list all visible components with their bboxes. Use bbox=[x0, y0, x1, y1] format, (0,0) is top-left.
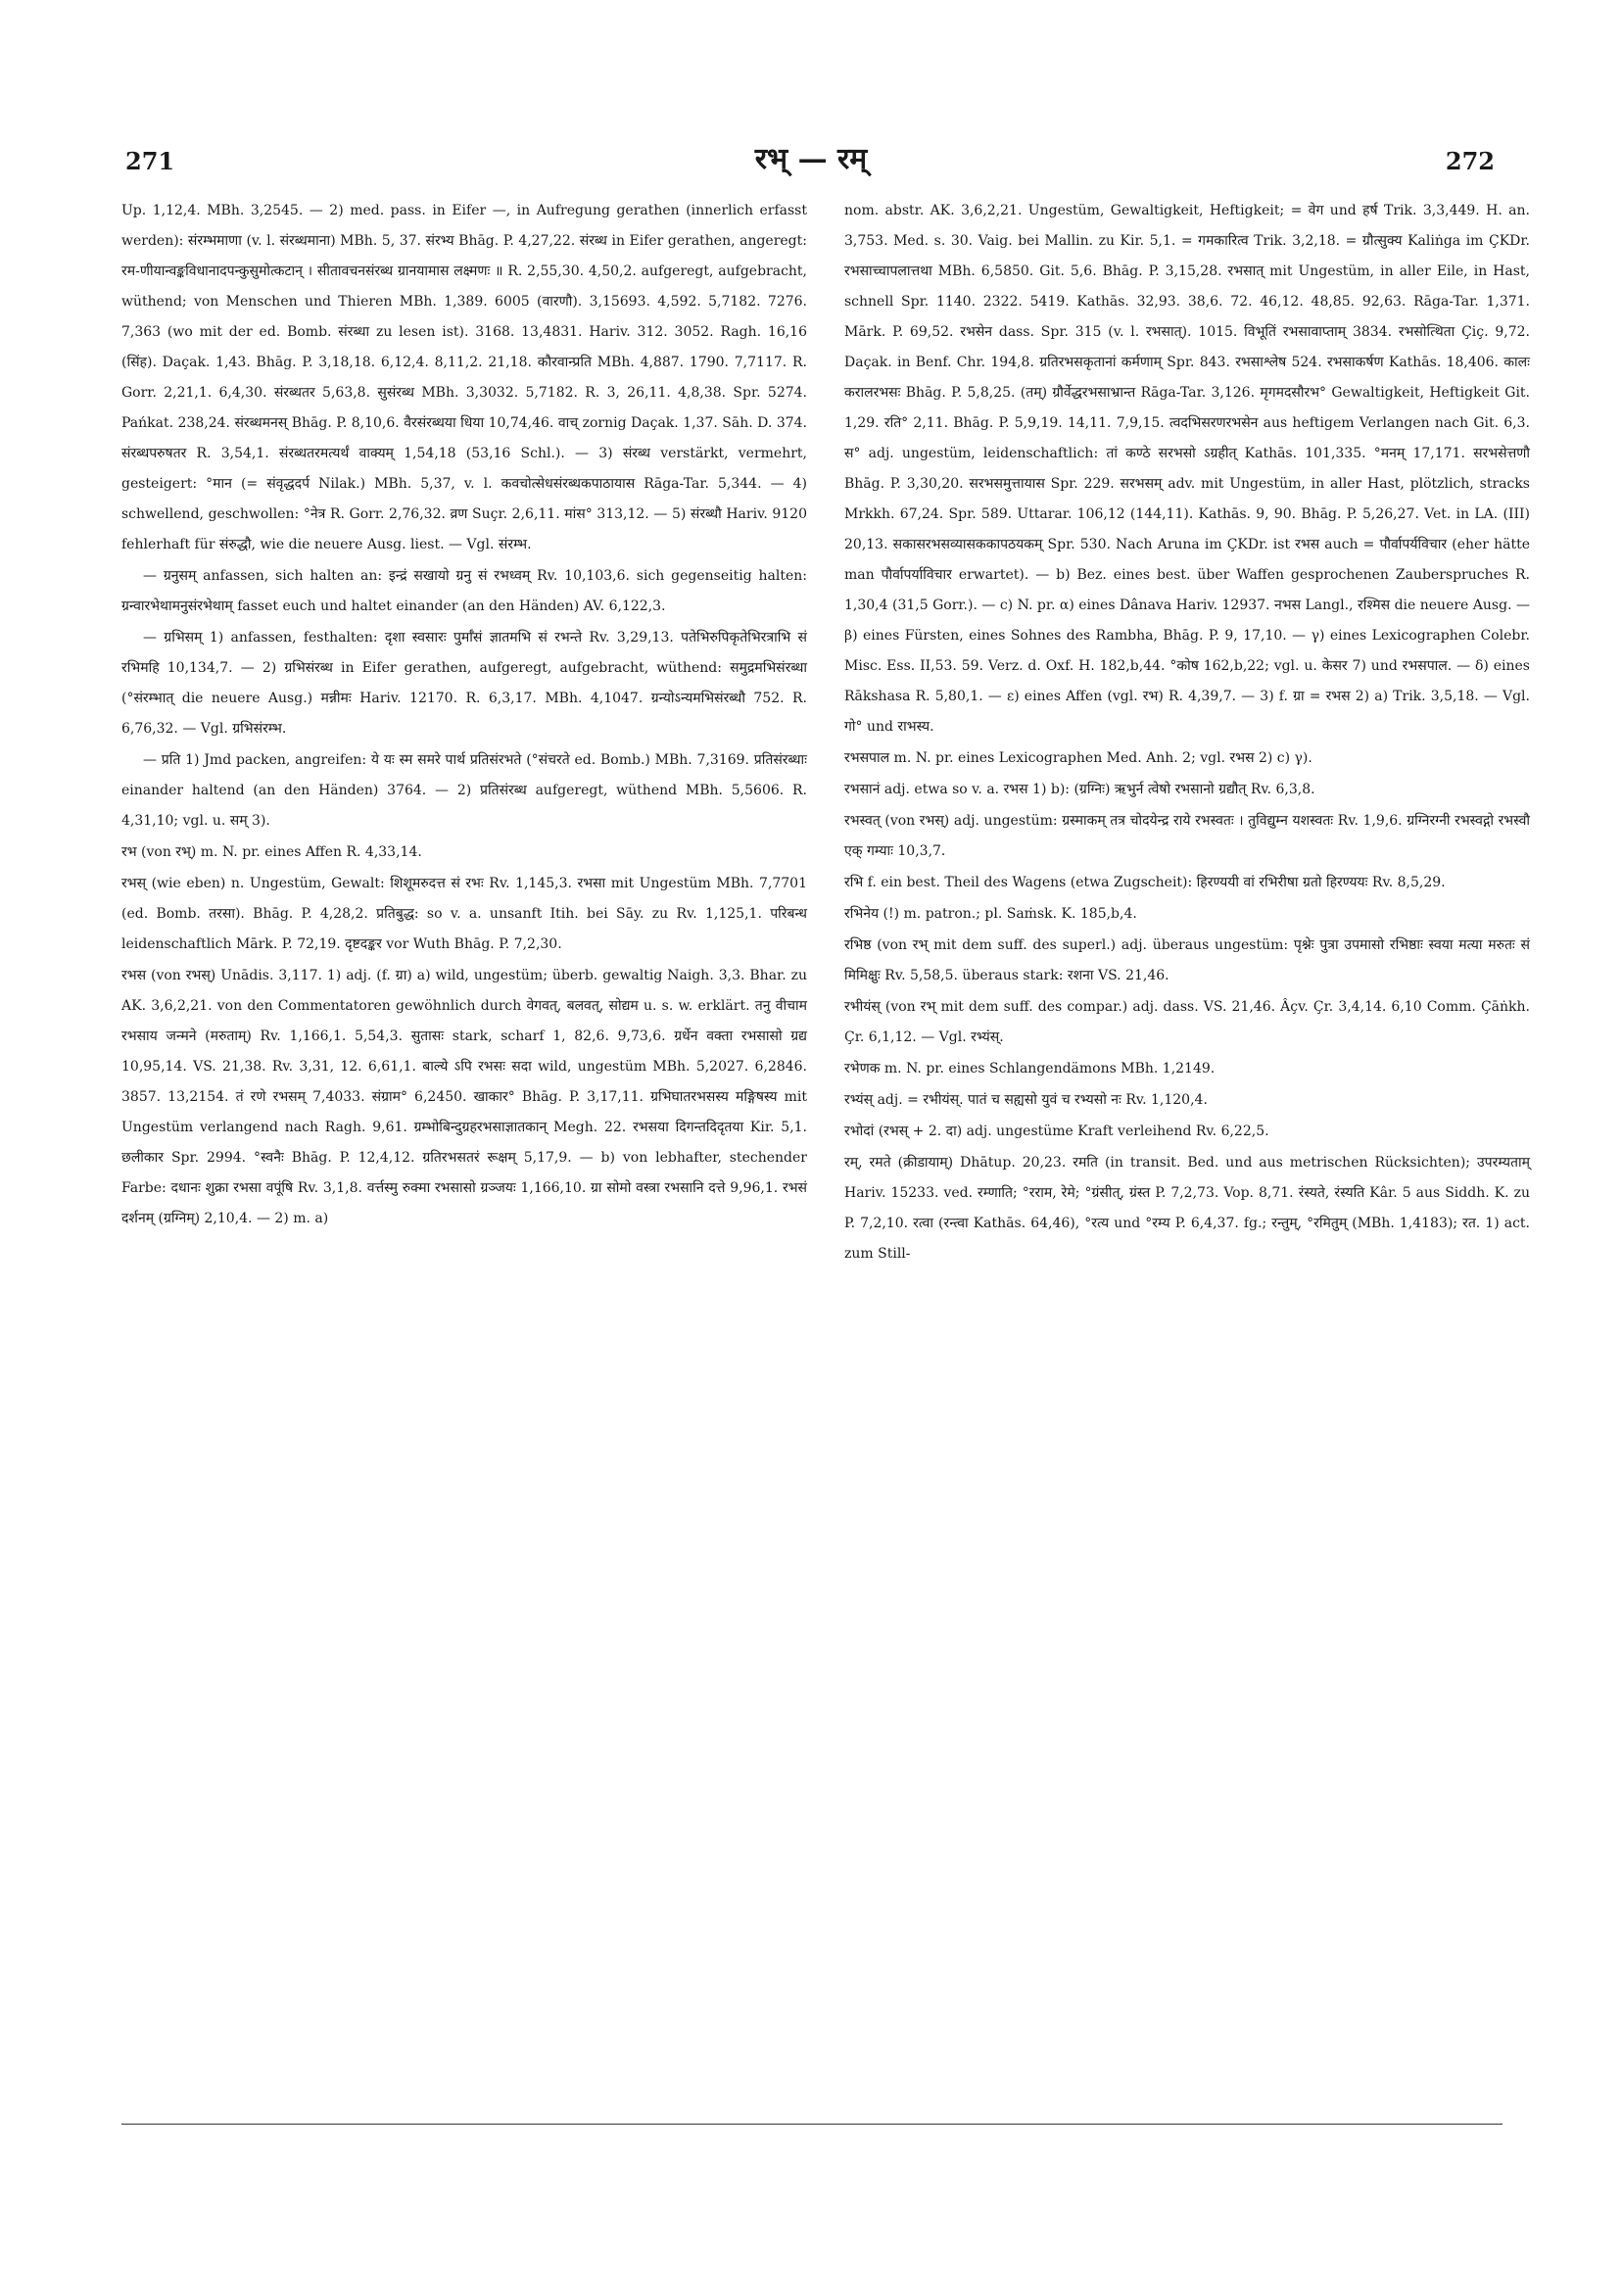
entry-paragraph: रभिष्ठ (von रभ् mit dem suff. des superl.) adj. überaus ungestüm: पृश्नेः पुत्रा उपमासो रभिष्ठाः स्वया मत्या मरुतः सं मिमिक्षुः Rv. 5,58,5. überaus stark: रशना VS. 21,46. bbox=[844, 937, 1530, 983]
entry-paragraph: Up. 1,12,4. MBh. 3,2545. — 2) med. pass. in Eifer —, in Aufregung gerathen (innerlich erfasst werden): संरम्भमाणा (v. l. संरब्धमाना) MBh. 5, 37. संरभ्य Bhāg. P. 4,27,22. संरब्ध in Eifer gerathen, angeregt: रम-णीयान्वङ्कविधानादपन्कुसुमोत्कटान् । सीतावचनसंरब्ध ग्रानयामास लक्ष्मणः ॥ R. 2,55,30. 4,50,2. aufgeregt, aufgebracht, wüthend; von Menschen und Thieren MBh. 1,389. 6005 (वारणौ). 3,15693. 4,592. 5,7182. 7276. 7,363 (wo mit der ed. Bomb. संरब्धा zu lesen ist). 3168. 13,4831. Hariv. 312. 3052. Ragh. 16,16 (सिंह). Daçak. 1,43. Bhāg. P. 3,18,18. 6,12,4. 8,11,2. 21,18. कौरवान्प्रति MBh. 4,887. 1790. 7,7117. R. Gorr. 2,21,1. 6,4,30. संरब्धतर 5,63,8. सुसंरब्ध MBh. 3,3032. 5,7182. R. 3, 26,11. 4,8,38. Spr. 5274. Pańkat. 238,24. संरब्धमनस् Bhāg. P. 8,10,6. वैरसंरब्धया धिया 10,74,46. वाच् zornig Daçak. 1,37. Sāh. D. 374. संरब्धपरुषतर R. 3,54,1. संरब्धतरमत्यर्थं वाक्यम् 1,54,18 (53,16 Schl.). — 3) संरब्ध verstärkt, vermehrt, gesteigert: °मान (= संवृद्धदर्प Nilak.) MBh. 5,37, v. l. कवचोत्सेधसंरब्धकपाठायास Rāga-Tar. 5,344. — 4) schwellend, geschwollen: °नेत्र R. Gorr. 2,76,32. व्रण Suçr. 2,6,11. मांस° 313,12. — 5) संरब्धौ Hariv. 9120 fehlerhaft für संरुद्धौ, wie die neuere Ausg. liest. — Vgl. संरम्भ. bbox=[121, 203, 807, 552]
entry-paragraph: — प्रति 1) Jmd packen, angreifen: ये यः स्म समरे पार्थ प्रतिसंरभते (°संचरते ed. Bomb.) MBh. 7,3169. प्रतिसंरब्धाः einander haltend (an den Händen) 3764. — 2) प्रतिसंरब्ध aufgeregt, wüthend MBh. 5,5606. R. 4,31,10; vgl. u. सम् 3). bbox=[121, 752, 807, 829]
page-number-left: 271 bbox=[125, 147, 175, 175]
running-head: रभ् — रम् bbox=[754, 142, 868, 176]
entry-paragraph: रभसपाल m. N. pr. eines Lexicographen Med. Anh. 2; vgl. रभस 2) c) γ). bbox=[844, 750, 1312, 766]
entry-paragraph: रभोदां (रभस् + 2. दा) adj. ungestüme Kraft verleihend Rv. 6,22,5. bbox=[844, 1124, 1269, 1139]
entry-paragraph: रभ्यंस् adj. = रभीयंस्. पातं च सह्यसो युवं च रभ्यसो नः Rv. 1,120,4. bbox=[844, 1092, 1208, 1108]
right-column bbox=[844, 196, 1530, 1270]
page-number-right: 272 bbox=[1445, 147, 1495, 175]
entry-paragraph: रभेणक m. N. pr. eines Schlangendämons MBh. 1,2149. bbox=[844, 1061, 1216, 1076]
entry-paragraph: — ग्रनुसम् anfassen, sich halten an: इन्द्रं सखायो ग्रनु सं रभध्वम् Rv. 10,103,6. sich gegenseitig halten: ग्रन्वारभेथामनुसंरभेथाम् fasset euch und haltet einander (an den Händen) AV. 6,122,3. bbox=[121, 568, 807, 614]
entry-paragraph: — ग्रभिसम् 1) anfassen, festhalten: दृशा स्वसारः पुर्माँसं ज्ञातमभि सं रभन्ते Rv. 3,29,13. पतेभिरुपिकृतेभिरत्राभि सं रभिमहि 10,134,7. — 2) ग्रभिसंरब्ध in Eifer gerathen, aufgeregt, aufgebracht, wüthend: समुद्रमभिसंरब्धा (°संरम्भात् die neuere Ausg.) मन्नीमः Hariv. 12170. R. 6,3,17. MBh. 4,1047. ग्रन्योऽन्यमभिसंरब्धौ 752. R. 6,76,32. — Vgl. ग्रभिसंरम्भ. bbox=[121, 630, 807, 737]
entry-paragraph: nom. abstr. AK. 3,6,2,21. Ungestüm, Gewaltigkeit, Heftigkeit; = वेग und हर्ष Trik. 3,3,449. H. an. 3,753. Med. s. 30. Vaig. bei Mallin. zu Kir. 5,1. = गमकारित्व Trik. 3,2,18. = ग्रौत्सुक्य Kaliṅga im ÇKDr. रभसाच्चापलात्तथा MBh. 6,5850. Git. 5,6. Bhāg. P. 3,15,28. रभसात् mit Ungestüm, in aller Eile, in Hast, schnell Spr. 1140. 2322. 5419. Kathās. 32,93. 38,6. 72. 46,12. 48,85. 92,63. Rāga-Tar. 1,371. Mārk. P. 69,52. रभसेन dass. Spr. 315 (v. l. रभसात्). 1015. विभूतिं रभसावाप्ताम् 3834. रभसोत्थिता Çiç. 9,72. Daçak. in Benf. Chr. 194,8. ग्रतिरभसकृतानां कर्मणाम् Spr. 843. रभसाश्लेष 524. रभसाकर्षण Kathās. 18,406. कालः करालरभसः Bhāg. P. 5,8,25. (तम्) ग्रौर्वेद्धरभसाभ्रान्त Rāga-Tar. 3,126. मृगमदसौरभ° Gewaltigkeit, Heftigkeit Git. 1,29. रति° 2,11. Bhāg. P. 5,9,19. 14,11. 7,9,15. त्वदभिसरणरभसेन aus heftigem Verlangen nach Git. 6,3. स° adj. ungestüm, leidenschaftlich: तां कण्ठे सरभसो ऽग्रहीत् Kathās. 101,335. °मनम् 17,171. सरभसेत्तणौ Bhāg. P. 3,30,20. सरभसमुत्तायास Spr. 229. सरभसम् adv. mit Ungestüm, in aller Hast, plötzlich, stracks Mrkkh. 67,24. Spr. 589. Uttarar. 106,12 (144,11). Kathās. 9, 90. Bhāg. P. 5,26,27. Vet. in LA. (III) 20,13. सकासरभसव्यासककापठयकम् Spr. 530. Nach Aruna im ÇKDr. ist रभस auch = पौर्वापर्यविचार (eher hätte man पौर्वापर्याविचार erwartet). — b) Bez. eines best. über Waffen gesprochenen Zauberspruches R. 1,30,4 (31,5 Gorr.). — c) N. pr. α) eines Dânava Hariv. 12937. नभस Langl., रश्मिस die neuere Ausg. — β) eines Fürsten, eines Sohnes des Rambha, Bhāg. P. 9, 17,10. — γ) eines Lexicographen Colebr. Misc. Ess. II,53. 59. Verz. d. Oxf. H. 182,b,44. °कोष 162,b,22; vgl. u. केसर 7) und रभसपाल. — δ) eines Rākshasa R. 5,80,1. — ε) eines Affen (vgl. रभ) R. 4,39,7. — 3) f. ग्रा = रभस 2) a) Trik. 3,5,18. — Vgl. गो° und राभस्य. bbox=[844, 203, 1530, 735]
entry-paragraph: रभि f. ein best. Theil des Wagens (etwa Zugscheit): हिरण्ययी वां रभिरीषा ग्रतो हिरण्ययः Rv. 8,5,29. bbox=[844, 875, 1446, 890]
entry-paragraph: रभस् (wie eben) n. Ungestüm, Gewalt: शिशूमरुदत्त सं रभः Rv. 1,145,3. रभसा mit Ungestüm MBh. 7,7701 (ed. Bomb. तरसा). Bhāg. P. 4,28,2. प्रतिबुद्ध: so v. a. unsanft Itih. bei Sāy. zu Rv. 1,125,1. परिबन्ध leidenschaftlich Mārk. P. 72,19. दृष्टदङ्कर vor Wuth Bhāg. P. 7,2,30. bbox=[121, 876, 807, 952]
entry-paragraph: रभस (von रभस्) Unādis. 3,117. 1) adj. (f. ग्रा) a) wild, ungestüm; überb. gewaltig Naigh. 3,3. Bhar. zu AK. 3,6,2,21. von den Commentatoren gewöhnlich durch वेगवत्, बलवत्, सोद्यम u. s. w. erklärt. तनु वीचाम रभसाय जन्मने (मरुताम्) Rv. 1,166,1. 5,54,3. सुतासः stark, scharf 1, 82,6. 9,73,6. ग्रर्धेन वक्ता रभसासो ग्रद्य 10,95,14. VS. 21,38. Rv. 3,31, 12. 6,61,1. बाल्ये ऽपि रभसः सदा wild, ungestüm MBh. 5,2027. 6,2846. 3857. 13,2154. तं रणे रभसम् 7,4033. संग्राम° 6,2450. खाकार° Bhāg. P. 3,17,11. ग्रभिघातरभसस्य मङ्गिषस्य mit Ungestüm verlangend nach Ragh. 9,61. ग्रम्भोबिन्दुग्रहरभसाज्ञातकान् Megh. 22. रभसया दिगन्तदिदृतया Kir. 5,1. छलीकार Spr. 2994. °स्वनैः Bhāg. P. 12,4,12. ग्रतिरभसतरं रूक्षम् 5,17,9. — b) von lebhafter, stechender Farbe: दधानः शुक्रा रभसा वपूंषि Rv. 3,1,8. वर्त्तस्मु रुक्मा रभसासो ग्रञ्जयः 1,166,10. ग्रा सोमो वस्त्रा रभसानि दत्ते 9,96,1. रभसं दर्शनम् (ग्रग्निम्) 2,10,4. — 2) m. a) bbox=[121, 968, 807, 1226]
entry-paragraph: रभ (von रभ्) m. N. pr. eines Affen R. 4,33,14. bbox=[121, 844, 422, 860]
entry-paragraph: रभस्वत् (von रभस्) adj. ungestüm: ग्रस्माकम् तत्र चोदयेन्द्र राये रभस्वतः । तुविद्युम्न यशस्वतः Rv. 1,9,6. ग्रग्निरग्नी रभस्वद्गो रभस्वौ एक् गम्याः 10,3,7. bbox=[844, 813, 1530, 859]
left-column bbox=[121, 196, 807, 1235]
entry-paragraph: रभीयंस् (von रभ् mit dem suff. des compar.) adj. dass. VS. 21,46. Âçv. Çr. 3,4,14. 6,10 Comm. Çāṅkh. Çr. 6,1,12. — Vgl. रभ्यंस्. bbox=[844, 999, 1530, 1045]
entry-paragraph: रभिनेय (!) m. patron.; pl. Saṁsk. K. 185,b,4. bbox=[844, 906, 1137, 922]
entry-paragraph: रम्, रमते (क्रीडायाम्) Dhātup. 20,23. रमति (in transit. Bed. und aus metrischen Rücksichten); उपरम्यताम् Hariv. 15233. ved. रम्णाति; °रराम, रेमे; °ग्रंसीत्, ग्रंस्त P. 7,2,73. Vop. 8,71. रंस्यते, रंस्यति Kâr. 5 aus Siddh. K. zu P. 7,2,10. रत्वा (रन्त्वा Kathās. 64,46), °रत्य und °रम्य P. 6,4,37. fg.; रन्तुम्, °रमितुम् (MBh. 1,4183); रत. 1) act. zum Still- bbox=[844, 1155, 1530, 1262]
entry-paragraph: रभसानं adj. etwa so v. a. रभस 1) b): (ग्रग्निः) ऋभुर्न त्वेषो रभसानो ग्रद्यौत् Rv. 6,3,8. bbox=[844, 782, 1315, 797]
footer-rule bbox=[121, 2124, 1503, 2125]
